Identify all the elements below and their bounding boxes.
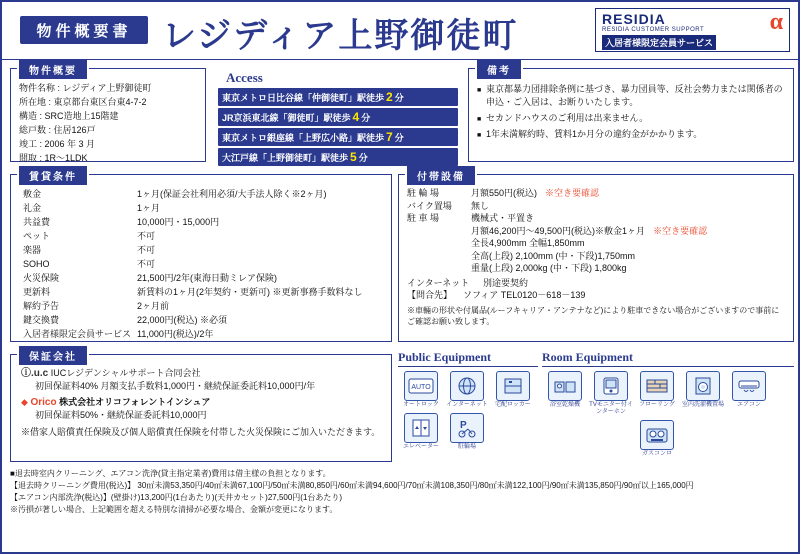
equipment-item [726, 371, 772, 416]
parking-price: 月額46,200円～49,500円(税込)※敷金1ヶ月 [471, 225, 646, 236]
rent-key: ペット [23, 231, 51, 241]
rent-key: 解約予告 [23, 301, 60, 311]
access-unit: 分 [361, 112, 371, 123]
svg-text:AUTO: AUTO [411, 384, 431, 391]
guarantee-note: ※借家人賠償責任保険及び個人賠償責任保険を付帯した火災保険にご加入いただきます。 [21, 427, 381, 437]
equipment-item [444, 413, 490, 451]
table-row [11, 299, 391, 313]
facilities-panel [398, 174, 794, 342]
public-equipment-title: Public Equipment [398, 350, 538, 367]
list-item [218, 88, 458, 106]
orico-detail: 初回保証料50%・継続保証委託料10,000円 [35, 410, 207, 420]
rent-key: 敷金 [23, 189, 42, 199]
tv-monitor-intercom-icon [594, 371, 628, 401]
equipment-label: エレベーター [402, 444, 439, 450]
alpha-mark: α [769, 9, 783, 35]
access-unit: 分 [394, 92, 404, 103]
equipment-item [542, 371, 588, 416]
parking-height: 全高(上段) 2,100mm (中・下段)1,750mm [471, 250, 636, 261]
room-equipment-panel [542, 350, 794, 462]
air-conditioner-icon [732, 371, 766, 401]
table-row [407, 262, 787, 275]
parking-weight: 重量(上段) 2,000kg (中・下段) 1,800kg [471, 263, 627, 273]
facility-key: 駐 車 場 [407, 213, 440, 223]
rent-key: 礼金 [23, 203, 42, 213]
footer-line: 【エアコン内部洗浄(税込)】(壁掛け)13,200円(1台あたり)(天井カセット)27,500円(1台あたり) [10, 493, 343, 502]
facility-value: 月額550円(税込) [471, 188, 538, 198]
equipment-label: フローリング [639, 402, 675, 408]
equipment-label: 駐輪場 [457, 444, 476, 450]
facilities-body [399, 187, 793, 327]
public-equipment-grid [398, 371, 538, 455]
guarantee-section-title: 保証会社 [19, 346, 87, 365]
facility-value: 機械式・平置き [471, 213, 535, 223]
flooring-icon [640, 371, 674, 401]
table-row [407, 200, 787, 213]
parking-note: ※空き要確認 [653, 225, 708, 236]
table-row [11, 327, 391, 341]
logo-subtitle: RESIDIA CUSTOMER SUPPORT [602, 26, 705, 33]
rent-key: 共益費 [23, 217, 51, 227]
table-row [11, 243, 391, 257]
list-item [218, 108, 458, 126]
equipment-item [634, 371, 680, 416]
rent-key: 入居者様限定会員サービス [23, 329, 132, 339]
iuc-logo-icon: ⓘ.u.c [21, 368, 49, 379]
list-item [218, 148, 458, 166]
guarantee-panel [10, 354, 392, 462]
table-row [11, 215, 391, 229]
overview-list [11, 69, 205, 165]
internet-value: 別途要契約 [483, 277, 529, 288]
rent-key: SOHO [23, 259, 50, 269]
access-minutes: 5 [350, 150, 357, 164]
equipment-item [680, 371, 726, 416]
table-row [11, 285, 391, 299]
equipment-label: 宅配ロッカー [495, 402, 531, 408]
rent-value: 不可 [137, 245, 156, 255]
footer-line: ※汚損が著しい場合、上記範囲を超える特別な清掃が必要な場合、金額が変更になります。 [10, 505, 338, 514]
parking-size: 全長4,900mm 全幅1,850mm [471, 238, 585, 248]
bicycle-parking-icon [450, 413, 484, 443]
table-row [11, 201, 391, 215]
equipment-item [588, 371, 634, 416]
contact-key: 【問合先】 [407, 290, 453, 300]
rent-conditions-table [11, 187, 391, 341]
rent-value: 2ヶ月前 [137, 301, 170, 311]
washer-space-icon [686, 371, 720, 401]
iuc-name: IUCレジデンシャルサポート合同会社 [50, 368, 201, 378]
auto-lock-icon [404, 371, 438, 401]
table-row [11, 271, 391, 285]
rent-value: 10,000円・15,000円 [137, 217, 220, 227]
list-item: ■ セカンドハウスのご利用は出来ません。 [477, 112, 785, 125]
access-minutes: 7 [386, 130, 393, 144]
footer-notes [10, 468, 794, 516]
equipment-label: オートロック [403, 402, 439, 408]
table-row [11, 229, 391, 243]
access-minutes: 2 [386, 90, 393, 104]
equipment-label: エアコン [737, 402, 761, 408]
table-row [407, 250, 787, 263]
remarks-list [469, 69, 793, 141]
guarantee-company-orico: ◆ Orico 株式会社オリコフォレントインシュア [21, 397, 211, 408]
remarks-section-title: 備考 [477, 60, 521, 79]
orico-name: 株式会社オリコフォレントインシュア [59, 397, 211, 407]
rent-conditions-panel [10, 174, 392, 342]
footer-line: 【退去時クリーニング費用(税込)】 30㎡未満53,350円/40㎡未満67,100円/50㎡未満80,850円/60㎡未満94,600円/70㎡未満108,350円/80㎡未満122,100円/90㎡未満135,850円/90㎡以上165,000円 [10, 481, 694, 490]
remarks-panel [468, 68, 794, 162]
equipment-label: 浴室乾燥機 [549, 402, 580, 408]
equipment-label: ガスコンロ [641, 451, 672, 457]
internet-icon [450, 371, 484, 401]
public-equipment-panel [398, 350, 538, 455]
list-item: 所在地 : 東京都台東区台東4-7-2 [19, 97, 147, 107]
list-item: 間取 : 1R～1LDK [19, 153, 88, 163]
orico-logo-icon: ◆ [21, 397, 28, 407]
access-minutes: 4 [352, 110, 360, 124]
list-item: 竣工 : 2006 年 3 月 [19, 139, 96, 149]
facilities-note: ※車輛の形状や付属品(ルーフキャリア・アンテナなど)により駐車できない場合がございますので事前にご確認お願い致します。 [407, 305, 780, 326]
access-section-title: Access [226, 70, 263, 85]
page-title: レジディア上野御徒町 [162, 18, 519, 55]
rent-key: 更新料 [23, 287, 51, 297]
document-header [2, 2, 798, 60]
elevator-icon [404, 413, 438, 443]
list-item: 総戸数 : 住居126戸 [19, 125, 96, 135]
footer-line: ■退去時室内クリーニング、エアコン洗浄(貸主指定業者)費用は借主様の負担となります。 [10, 469, 331, 478]
rent-value: 21,500円/2年(東海日動ミレア保険) [137, 273, 278, 283]
list-item: ■ 東京都暴力団排除条例に基づき、暴力団員等、反社会勢力または関係者の申込・ご入居は、お断りいたします。 [477, 83, 785, 109]
list-item: ■ 1年未満解約時、賃料1か月分の違約金がかかります。 [477, 128, 785, 141]
svg-text:P: P [460, 420, 467, 431]
room-equipment-title: Room Equipment [542, 350, 794, 367]
table-row [407, 187, 787, 200]
separate-bath-toilet-icon [548, 371, 582, 401]
equipment-label: インターネット [446, 402, 488, 408]
facility-value: 無し [471, 200, 490, 211]
residia-logo [595, 8, 790, 52]
iuc-detail: 初回保証料40% 月額支払手数料1,000円・継続保証委託料10,000円/年 [35, 381, 316, 391]
overview-section-title: 物件概要 [19, 60, 87, 79]
document-type-badge: 物件概要書 [20, 16, 148, 44]
facilities-section-title: 付帯設備 [407, 166, 475, 185]
access-line: JR京浜東北線「御徒町」駅徒歩 [222, 112, 351, 123]
rent-section-title: 賃貸条件 [19, 166, 87, 185]
gas-stove-icon [640, 420, 674, 450]
rent-key: 火災保険 [23, 273, 60, 283]
equipment-item [398, 371, 444, 409]
equipment-item [444, 371, 490, 409]
facility-key: バイク置場 [407, 200, 452, 211]
access-line: 東京メトロ銀座線「上野広小路」駅徒歩 [222, 132, 385, 143]
overview-panel [10, 68, 206, 162]
table-row [407, 212, 787, 225]
delivery-box-icon [496, 371, 530, 401]
access-panel [212, 68, 462, 162]
logo-brand: RESIDIA [602, 10, 666, 27]
access-unit: 分 [394, 132, 404, 143]
equipment-item [398, 413, 444, 451]
facility-key: 駐 輪 場 [407, 188, 440, 198]
rent-value: 不可 [137, 231, 156, 241]
access-line: 大江戸線「上野御徒町」駅徒歩 [222, 152, 349, 163]
equipment-item [634, 420, 680, 458]
guarantee-body [11, 367, 391, 439]
table-row [11, 313, 391, 327]
table-row [407, 289, 787, 302]
table-row [407, 237, 787, 250]
rent-value: 1ヶ月 [137, 203, 161, 213]
equipment-label: 室内洗濯機置場 [681, 402, 724, 408]
table-row [407, 225, 787, 238]
list-item [218, 128, 458, 146]
equipment-label: TVモニター付インターホン [589, 402, 633, 415]
table-row [11, 257, 391, 271]
rent-key: 鍵交換費 [23, 315, 60, 325]
internet-key: インターネット [407, 277, 470, 288]
rent-value: 新賃料の1ヶ月(2年契約・更新可) ※更新事務手数料なし [137, 287, 363, 297]
access-unit: 分 [358, 152, 368, 163]
list-item: 物件名称 : レジディア上野御徒町 [19, 83, 152, 93]
rent-key: 楽器 [23, 245, 42, 255]
equipment-item [490, 371, 536, 409]
rent-value: 1ヶ月(保証会社利用必須/大手法人除く※2ヶ月) [137, 189, 327, 199]
access-line: 東京メトロ日比谷線「仲御徒町」駅徒歩 [222, 92, 385, 103]
contact-value: ソフィア TEL0120－618－139 [463, 290, 586, 300]
facility-note: ※空き要確認 [545, 188, 600, 198]
table-row [11, 187, 391, 201]
rent-value: 22,000円(税込) ※必須 [137, 315, 228, 325]
logo-member-service: 入居者様限定会員サービス [602, 35, 716, 50]
table-row [407, 277, 787, 290]
rent-value: 11,000円(税込)/2年 [137, 329, 214, 339]
list-item: 構造 : SRC造地上15階建 [19, 111, 119, 121]
rent-value: 不可 [137, 259, 156, 269]
guarantee-company-iuc [21, 367, 385, 380]
room-equipment-grid [542, 371, 794, 462]
